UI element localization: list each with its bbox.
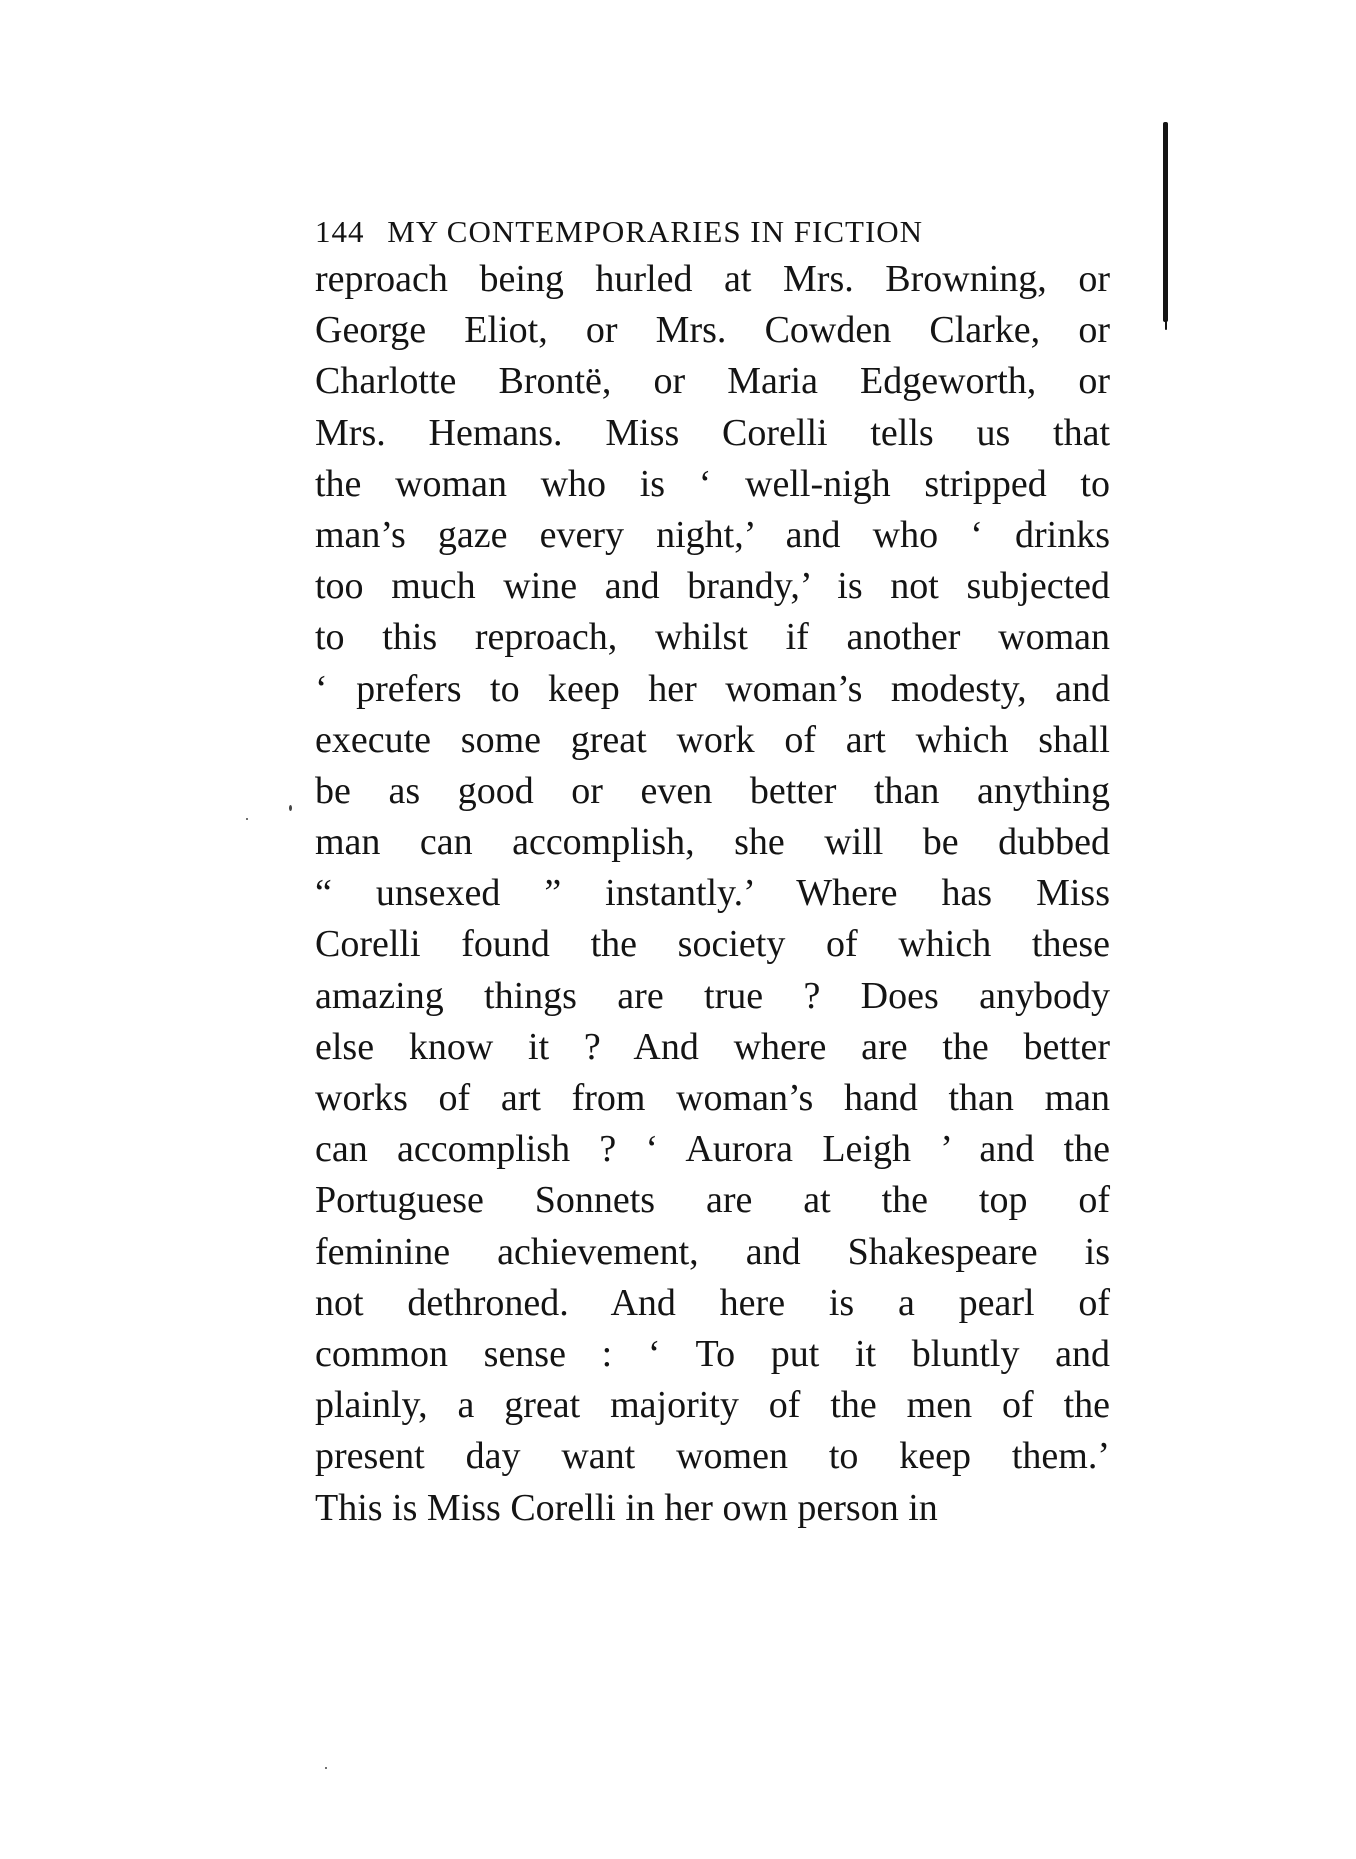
text-line: Portuguese Sonnets are at the top of	[315, 1179, 1110, 1222]
text-line: be as good or even better than anything	[315, 769, 1110, 812]
text-line: “ unsexed ” instantly.’ Where has Miss	[315, 872, 1110, 915]
text-line: present day want women to keep them.’	[315, 1435, 1110, 1478]
text-line: common sense : ‘ To put it bluntly and	[315, 1332, 1110, 1375]
text-line: Mrs. Hemans. Miss Corelli tells us that	[315, 411, 1110, 454]
body-text	[315, 254, 1110, 1534]
text-line: reproach being hurled at Mrs. Browning, or	[315, 258, 1110, 300]
text-line: Corelli found the society of which these	[315, 923, 1110, 966]
text-line: works of art from woman’s hand than man	[315, 1077, 1110, 1119]
text-line: ‘ prefers to keep her woman’s modesty, and	[315, 667, 1110, 710]
text-line: too much wine and brandy,’ is not subjected	[315, 565, 1110, 608]
text-line: This is Miss Corelli in her own person in	[315, 1486, 938, 1529]
text-line: execute some great work of art which shall	[315, 718, 1110, 761]
running-title: MY CONTEMPORARIES IN FICTION	[387, 214, 924, 249]
scan-speck	[289, 805, 292, 811]
text-line: feminine achievement, and Shakespeare is	[315, 1230, 1110, 1273]
margin-mark-tail	[1165, 280, 1167, 330]
text-line: to this reproach, whilst if another woman	[315, 616, 1110, 659]
text-line: not dethroned. And here is a pearl of	[315, 1281, 1110, 1324]
page-number: 144	[315, 214, 365, 249]
text-line: George Eliot, or Mrs. Cowden Clarke, or	[315, 309, 1110, 352]
text-line: the woman who is ‘ well-nigh stripped to	[315, 462, 1110, 505]
text-line: man can accomplish, she will be dubbed	[315, 821, 1110, 864]
scan-speck	[246, 818, 248, 820]
text-line: plainly, a great majority of the men of the	[315, 1384, 1110, 1427]
text-line: else know it ? And where are the better	[315, 1025, 1110, 1068]
text-line: amazing things are true ? Does anybody	[315, 974, 1110, 1017]
text-line: man’s gaze every night,’ and who ‘ drinks	[315, 513, 1110, 556]
scan-speck	[325, 1767, 327, 1769]
text-line: can accomplish ? ‘ Aurora Leigh ’ and the	[315, 1128, 1110, 1171]
text-line: Charlotte Brontë, or Maria Edgeworth, or	[315, 360, 1110, 403]
